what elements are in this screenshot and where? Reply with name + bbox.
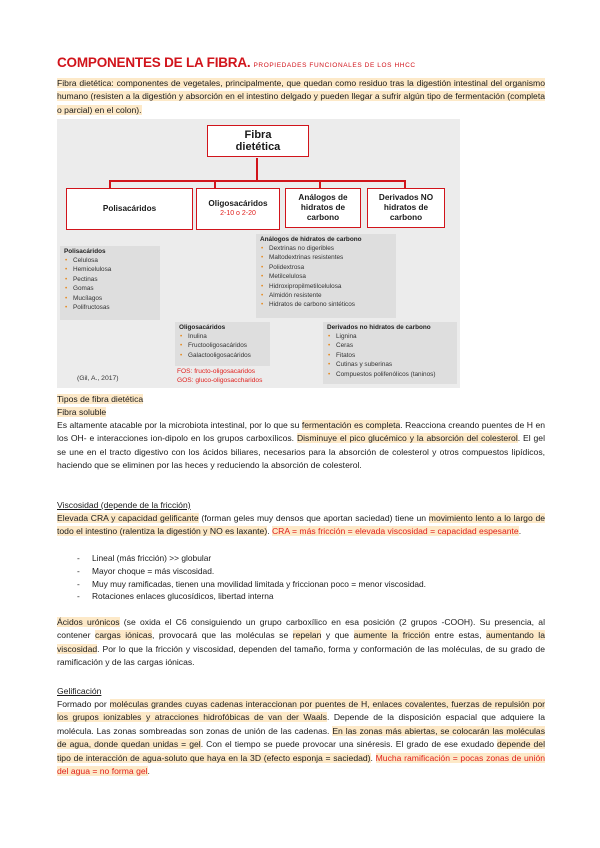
category-oligosacaridos [196, 188, 280, 230]
viscosidad-list [77, 552, 426, 603]
intro-label: Fibra dietética: [57, 78, 114, 88]
text: Formado por [57, 699, 110, 709]
category-analogos [285, 188, 361, 228]
list-item: • Metilcelulosa [260, 272, 392, 281]
list-item: • Pectinas [64, 275, 156, 284]
list-item: • Almidón resistente [260, 291, 392, 300]
viscosidad-paragraph [57, 512, 545, 539]
intro-text: componentes de vegetales, principalmente, que quedan como residuo tras la digestión intestinal del organismo humano (resisten a la digestión y absorción en el intestino delgado y pueden llegar a sufrir algún tipo de fermentación (completa o parcial) en el colon). [57, 78, 545, 115]
text: moléculas grandes cuyas cadenas interaccionan por puentes de H, enlaces covalentes, fuerzas de repulsión por los grupos ionizables y atracciones hidrofóbicas de van der Waals [57, 699, 545, 723]
text: (se oxida el C6 consiguiendo un grupo carboxílico en esa posición (2 grupos -COOH). Su presencia, al contener [57, 617, 545, 641]
fiber-diagram [57, 119, 460, 388]
text: aumentando la viscosidad [57, 630, 545, 654]
text: CRA = más fricción = elevada viscosidad = capacidad espesante [271, 526, 519, 537]
text: repelan [292, 630, 322, 641]
section-tipos [57, 393, 143, 419]
category-label: Análogos de hidratos de carbono [298, 193, 348, 222]
text: Es altamente atacable por la microbiota intestinal, por lo que su [57, 420, 302, 430]
list-item: • Compuestos polifenólicos (taninos) [327, 370, 453, 379]
text: Disminuye el pico glucémico y la absorción del colesterol [296, 433, 518, 444]
list-item: • Maltodextrinas resistentes [260, 253, 392, 262]
list-item: • Hidratos de carbono sintéticos [260, 300, 392, 309]
soluble-paragraph [57, 419, 545, 473]
connector [109, 180, 406, 182]
text: . [518, 526, 522, 537]
text: En las zonas más abiertas, se colocarán las moléculas de agua, donde quedan unidas = gel [57, 725, 545, 750]
connector [319, 180, 321, 188]
list-item: • Hemicelulosa [64, 265, 156, 274]
tipos-heading: Tipos de fibra dietética [57, 394, 144, 404]
panel-derivados [323, 322, 457, 384]
list-item: - Mayor choque = más viscosidad. [77, 565, 215, 576]
viscosidad-heading: Viscosidad (depende de la fricción) [57, 500, 191, 510]
note-gos: GOS: gluco-oligosaccharidos [177, 376, 263, 384]
gelificacion-paragraph [57, 698, 545, 778]
gelificacion-heading: Gelificación [57, 686, 102, 696]
list-item: • Ceras [327, 341, 453, 350]
intro-paragraph [57, 77, 545, 117]
root-line-2: dietética [235, 141, 281, 153]
connector [256, 158, 258, 180]
title-main: COMPONENTES DE LA FIBRA. [57, 55, 251, 70]
text: movimiento lento a lo largo de todo el intestino (ralentiza la digestión y NO es laxante) [57, 513, 545, 537]
list-item: • Polifructosas [64, 303, 156, 312]
text: , provocará que las moléculas se [152, 630, 293, 641]
category-label: Derivados NO hidratos de carbono [378, 193, 434, 222]
list-item: • Lignina [327, 332, 453, 341]
text: . [370, 752, 376, 763]
text: . El gel se une en el tracto digestivo con los ácidos biliares, necesarios para la absorción de colesterol y otros compuestos lipídicos, haciendo que se eliminen por las heces y reduciendo la absorción de colesterol. [57, 433, 545, 471]
note-fos: FOS: fructo-oligosacaridos [177, 368, 256, 375]
list-item: • Fitatos [327, 351, 453, 360]
category-label: Oligosacáridos [208, 199, 268, 208]
text: Mucha ramificación = pocas zonas de unión del agua = no forma gel [57, 752, 546, 777]
list-item-text: Rotaciones enlaces glucosídicos, libertad interna [92, 591, 274, 602]
text: (forman geles muy densos que aportan saciedad) tiene un [198, 513, 429, 523]
category-sublabel: 2-10 o 2-20 [220, 210, 256, 217]
category-polisacaridos [66, 188, 193, 230]
uronicos-paragraph [57, 616, 545, 670]
text: Ácidos urónicos [57, 617, 120, 627]
text: . Por lo que la fricción y viscosidad, dependen del tamaño, forma y conformación de las moléculas, de su grado de ramificación y de las cargas iónicas. [57, 643, 545, 668]
text: aumente la fricción [353, 630, 430, 641]
list-item: - Rotaciones enlaces glucosídicos, libertad interna [77, 591, 274, 602]
connector [109, 180, 111, 188]
figure-citation: (Gil, A., 2017) [77, 375, 119, 382]
text: . Reacciona creando puentes de H en los OH- e interacciones ion-dipolo en los grupos carboxílicos. [57, 420, 546, 444]
category-label: Polisacáridos [102, 204, 157, 213]
root-box [207, 125, 309, 157]
list-item: • Inulina [179, 332, 266, 341]
list-item: • Cutinas y suberinas [327, 360, 453, 369]
tipos-subheading: Fibra soluble [57, 407, 107, 417]
panel-analogos [256, 234, 396, 318]
panel-polisacaridos [60, 246, 160, 320]
connector [404, 180, 406, 188]
text: . [147, 766, 150, 777]
text: y que [321, 630, 354, 641]
list-item: • Hidroxipropilmetilcelulosa [260, 282, 392, 291]
page-title [57, 55, 416, 70]
category-derivados [367, 188, 445, 228]
list-item: • Mucílagos [64, 294, 156, 303]
connector [214, 180, 216, 188]
text: entre estas, [429, 630, 486, 641]
title-sub: PROPIEDADES FUNCIONALES DE LOS HHCC [253, 62, 416, 69]
text: depende del tipo de interacción de agua-soluto que haya en la 3D (efecto esponja = saciedad) [57, 739, 545, 763]
list-item: • Galactooligosacáridos [179, 351, 266, 360]
text: fermentación es completa [301, 420, 401, 430]
panel-title: Análogos de hidratos de carbono [260, 236, 362, 243]
root-line-1: Fibra [244, 129, 272, 141]
list-item-text: Lineal (más fricción) >> globular [92, 553, 212, 563]
list-item: - Lineal (más fricción) >> globular [77, 553, 212, 563]
panel-title: Derivados no hidratos de carbono [327, 324, 431, 331]
panel-oligosacaridos [175, 322, 270, 366]
list-item: - Muy muy ramificadas, tienen una movilidad limitada y friccionan poco = menor viscosidad. [77, 578, 426, 589]
list-item-text: Muy muy ramificadas, tienen una movilidad limitada y friccionan poco = menor viscosidad. [92, 578, 426, 589]
list-item: • Celulosa [64, 256, 156, 265]
panel-title: Oligosacáridos [179, 324, 226, 331]
text: . [267, 526, 272, 537]
text: Elevada CRA y capacidad gelificante [57, 513, 199, 523]
list-item: • Polidextrosa [260, 263, 392, 272]
text: cargas iónicas [94, 630, 153, 641]
list-item-text: Mayor choque = más viscosidad. [92, 565, 215, 576]
list-item: • Dextrinas no digeribles [260, 244, 392, 253]
list-item: • Fructooligosacáridos [179, 341, 266, 350]
abbrev-notes [177, 368, 262, 385]
text: . Depende de la disposición espacial que adquiere la molécula. Las zonas sombreadas son zonas de unión de las cadenas. [57, 712, 545, 736]
list-item: • Gomas [64, 284, 156, 293]
text: . Con el tiempo se puede provocar una sinéresis. El grado de ese exudado [200, 739, 498, 750]
panel-title: Polisacáridos [64, 248, 106, 255]
